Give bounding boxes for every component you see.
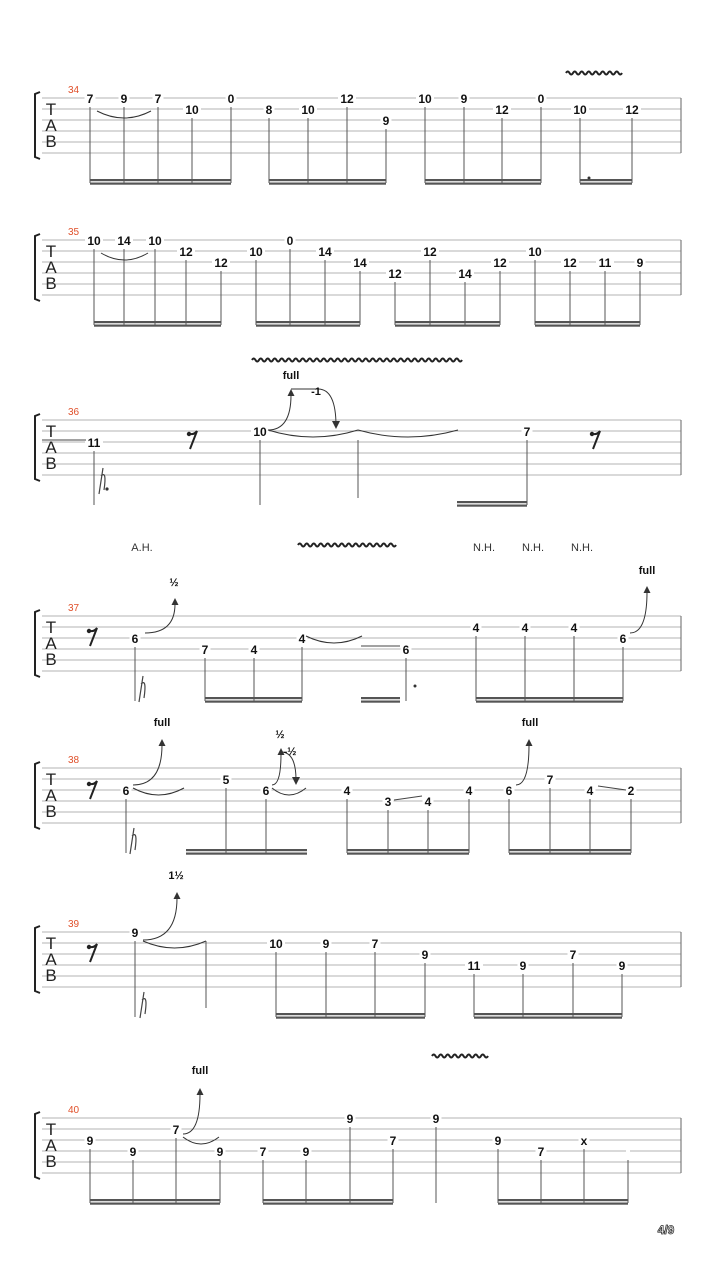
- fret-number: 10: [249, 245, 263, 259]
- bend-label: full: [521, 717, 539, 729]
- bend-full: [268, 395, 291, 430]
- bend-label: full: [282, 370, 300, 382]
- rest-dot: [87, 782, 91, 786]
- bend-full: [183, 1094, 200, 1134]
- beam: [205, 697, 302, 699]
- fret-number: 4: [465, 784, 473, 798]
- fret-number: 4: [586, 784, 594, 798]
- bend-half: [145, 604, 175, 633]
- fret-number: 2: [627, 784, 635, 798]
- tab-clef-letter: T: [45, 770, 57, 789]
- beam: [263, 1203, 393, 1205]
- fret-number: 4: [570, 621, 578, 635]
- beam: [361, 697, 400, 699]
- tab-clef-letter: A: [45, 950, 57, 969]
- fret-number: 6: [505, 784, 513, 798]
- system-bracket: [35, 762, 40, 829]
- beam: [90, 179, 231, 181]
- harmonic-label: N.H.: [571, 542, 593, 554]
- beam: [256, 325, 360, 327]
- beam: [425, 183, 541, 185]
- beam: [256, 321, 360, 323]
- tab-clef-letter: A: [45, 634, 57, 653]
- fret-number: 6: [122, 784, 130, 798]
- fret-number: 10: [253, 425, 267, 439]
- fret-number: 7: [86, 92, 94, 106]
- tab-clef-letter: B: [45, 802, 57, 821]
- beam: [474, 1017, 622, 1019]
- bend-arrowhead: [526, 739, 533, 746]
- beam: [269, 179, 386, 181]
- tab-clef-letter: B: [45, 454, 57, 473]
- rest-dot: [87, 945, 91, 949]
- tab-clef-letter: T: [45, 934, 57, 953]
- fret-number: 12: [179, 245, 193, 259]
- fret-number: 11: [598, 256, 612, 270]
- beam: [347, 853, 469, 855]
- fret-number: 6: [619, 632, 627, 646]
- beam: [580, 183, 632, 185]
- fret-number: 9: [460, 92, 468, 106]
- dot: [414, 685, 417, 688]
- tab-clef-letter: A: [45, 1136, 57, 1155]
- bend-half: [272, 754, 281, 785]
- beam: [347, 849, 469, 851]
- fret-number: 7: [154, 92, 162, 106]
- beam: [395, 325, 500, 327]
- fret-number: 12: [423, 245, 437, 259]
- tab-clef-letter: T: [45, 100, 57, 119]
- fret-number: 4: [424, 795, 432, 809]
- beam: [94, 321, 221, 323]
- fret-number: 12: [495, 103, 509, 117]
- beam: [263, 1199, 393, 1201]
- bend-arrowhead: [174, 892, 181, 899]
- fret-number: 12: [625, 103, 639, 117]
- fret-number: 10: [148, 234, 162, 248]
- bend-arrowhead: [644, 586, 651, 593]
- measure-number: 36: [68, 407, 80, 418]
- tab-clef-letter: B: [45, 1152, 57, 1171]
- fret-number: 0: [227, 92, 235, 106]
- system-bracket: [35, 1112, 40, 1179]
- harmonic-label: N.H.: [473, 542, 495, 554]
- beam: [580, 179, 632, 181]
- bend-arrowhead: [292, 777, 300, 785]
- beam: [90, 183, 231, 185]
- page-number: 4/9: [657, 1223, 675, 1237]
- fret-number: 4: [250, 643, 258, 657]
- fret-number: 4: [298, 632, 306, 646]
- bend-arrowhead: [197, 1088, 204, 1095]
- beam: [535, 321, 640, 323]
- tab-clef-letter: B: [45, 274, 57, 293]
- bend-label: ½: [275, 729, 285, 741]
- bend-arrowhead: [288, 389, 295, 396]
- fret-number: 6: [131, 632, 139, 646]
- vibrato-line: [432, 1055, 488, 1058]
- bend-label: full: [638, 565, 656, 577]
- beam: [205, 701, 302, 703]
- bend-label: full: [153, 717, 171, 729]
- bend-label: ½: [169, 577, 179, 589]
- fret-number: 6: [262, 784, 270, 798]
- system-bracket: [35, 234, 40, 301]
- fret-number: 9: [421, 948, 429, 962]
- bend-label: 1½: [168, 870, 184, 882]
- dot: [105, 487, 108, 490]
- beam: [457, 501, 527, 503]
- fret-number: 10: [185, 103, 199, 117]
- beam: [186, 853, 307, 855]
- beam: [457, 505, 527, 507]
- beam: [498, 1199, 628, 1201]
- beam: [90, 1199, 220, 1201]
- fret-number: 9: [131, 926, 139, 940]
- beam: [94, 325, 221, 327]
- fret-number: 12: [214, 256, 228, 270]
- fret-number: 12: [563, 256, 577, 270]
- fret-number: 11: [87, 436, 101, 450]
- grace-flag: [139, 676, 145, 702]
- tab-clef-letter: A: [45, 258, 57, 277]
- system-bracket: [35, 414, 40, 481]
- fret-number: 9: [120, 92, 128, 106]
- fret-number: 0: [286, 234, 294, 248]
- tab-clef-letter: T: [45, 422, 57, 441]
- measure-number: 37: [68, 603, 80, 614]
- grace-flag: [130, 828, 136, 854]
- fret-number: 14: [318, 245, 332, 259]
- tab-clef-letter: T: [45, 242, 57, 261]
- tab-clef-letter: T: [45, 1120, 57, 1139]
- fret-number: 7: [523, 425, 531, 439]
- tie: [183, 1137, 219, 1144]
- vibrato-line: [298, 544, 396, 547]
- harmonic-label: A.H.: [131, 542, 153, 554]
- fret-number: 9: [346, 1112, 354, 1126]
- fret-number: 12: [340, 92, 354, 106]
- fret-number: 9: [302, 1145, 310, 1159]
- beam: [269, 183, 386, 185]
- measure-number: 35: [68, 227, 80, 238]
- rest-dot: [87, 629, 91, 633]
- beam: [474, 1013, 622, 1015]
- rest-dot: [187, 432, 191, 436]
- beam: [535, 325, 640, 327]
- beam: [509, 853, 631, 855]
- fret-number: 4: [343, 784, 351, 798]
- fret-number: 8: [265, 103, 273, 117]
- tie: [143, 941, 206, 948]
- fret-number: 9: [322, 937, 330, 951]
- tab-clef-letter: B: [45, 966, 57, 985]
- vibrato-line: [566, 72, 622, 75]
- tab-clef-letter: B: [45, 132, 57, 151]
- fret-bg: [626, 1146, 630, 1158]
- fret-number: 9: [216, 1145, 224, 1159]
- beam: [361, 701, 400, 703]
- vibrato-line: [252, 359, 462, 362]
- bend-label: -½: [283, 746, 297, 758]
- fret-number: 9: [494, 1134, 502, 1148]
- tab-clef-letter: A: [45, 116, 57, 135]
- fret-number: 10: [269, 937, 283, 951]
- tab-clef-letter: T: [45, 618, 57, 637]
- fret-number: 12: [388, 267, 402, 281]
- fret-number: 7: [389, 1134, 397, 1148]
- fret-number: 9: [519, 959, 527, 973]
- beam: [509, 849, 631, 851]
- fret-number: 10: [418, 92, 432, 106]
- fret-number: 3: [384, 795, 392, 809]
- fret-number: 7: [569, 948, 577, 962]
- fret-number: 7: [259, 1145, 267, 1159]
- beam: [476, 697, 623, 699]
- fret-number: 9: [618, 959, 626, 973]
- bend-arrowhead: [332, 421, 340, 429]
- beam: [90, 1203, 220, 1205]
- fret-number: 5: [222, 773, 230, 787]
- fret-number: 7: [172, 1123, 180, 1137]
- system-bracket: [35, 92, 40, 159]
- fret-number: 4: [521, 621, 529, 635]
- fret-number: 9: [86, 1134, 94, 1148]
- bend-label: -1: [311, 386, 321, 398]
- measure-number: 40: [68, 1105, 80, 1116]
- beam: [425, 179, 541, 181]
- fret-number: 11: [467, 959, 481, 973]
- fret-number: 7: [546, 773, 554, 787]
- beam: [276, 1017, 425, 1019]
- fret-number: 7: [371, 937, 379, 951]
- bend-label: full: [191, 1065, 209, 1077]
- bend-onehalf: [143, 898, 177, 940]
- grace-flag: [99, 468, 105, 494]
- tab-clef-letter: A: [45, 786, 57, 805]
- rest-dot: [590, 432, 594, 436]
- beam: [276, 1013, 425, 1015]
- tab-clef-letter: A: [45, 438, 57, 457]
- fret-number: 7: [201, 643, 209, 657]
- harmonic-label: N.H.: [522, 542, 544, 554]
- dot: [588, 177, 591, 180]
- fret-number: 10: [87, 234, 101, 248]
- measure-number: 38: [68, 755, 80, 766]
- system-bracket: [35, 926, 40, 993]
- tie: [272, 788, 306, 795]
- beam: [498, 1203, 628, 1205]
- beam: [395, 321, 500, 323]
- beam: [186, 849, 307, 851]
- fret-number: 12: [493, 256, 507, 270]
- system-bracket: [35, 610, 40, 677]
- fret-number: 9: [636, 256, 644, 270]
- fret-number: 10: [573, 103, 587, 117]
- bend-arrowhead: [159, 739, 166, 746]
- slide-line: [394, 796, 422, 800]
- measure-number: 34: [68, 85, 80, 96]
- fret-number: x: [580, 1134, 588, 1148]
- tab-clef-letter: B: [45, 650, 57, 669]
- tie: [306, 636, 362, 643]
- tie: [133, 788, 184, 795]
- fret-number: 7: [537, 1145, 545, 1159]
- fret-number: 14: [458, 267, 472, 281]
- fret-number: 10: [528, 245, 542, 259]
- beam: [476, 701, 623, 703]
- grace-flag: [140, 992, 146, 1018]
- measure-number: 39: [68, 919, 80, 930]
- fret-number: 10: [301, 103, 315, 117]
- fret-number: 9: [432, 1112, 440, 1126]
- fret-number: 9: [129, 1145, 137, 1159]
- bend-arrowhead: [172, 598, 179, 605]
- fret-number: 6: [402, 643, 410, 657]
- fret-number: 14: [117, 234, 131, 248]
- fret-number: 9: [382, 114, 390, 128]
- fret-number: 14: [353, 256, 367, 270]
- slide-line: [598, 786, 626, 790]
- fret-number: 4: [472, 621, 480, 635]
- fret-number: 0: [537, 92, 545, 106]
